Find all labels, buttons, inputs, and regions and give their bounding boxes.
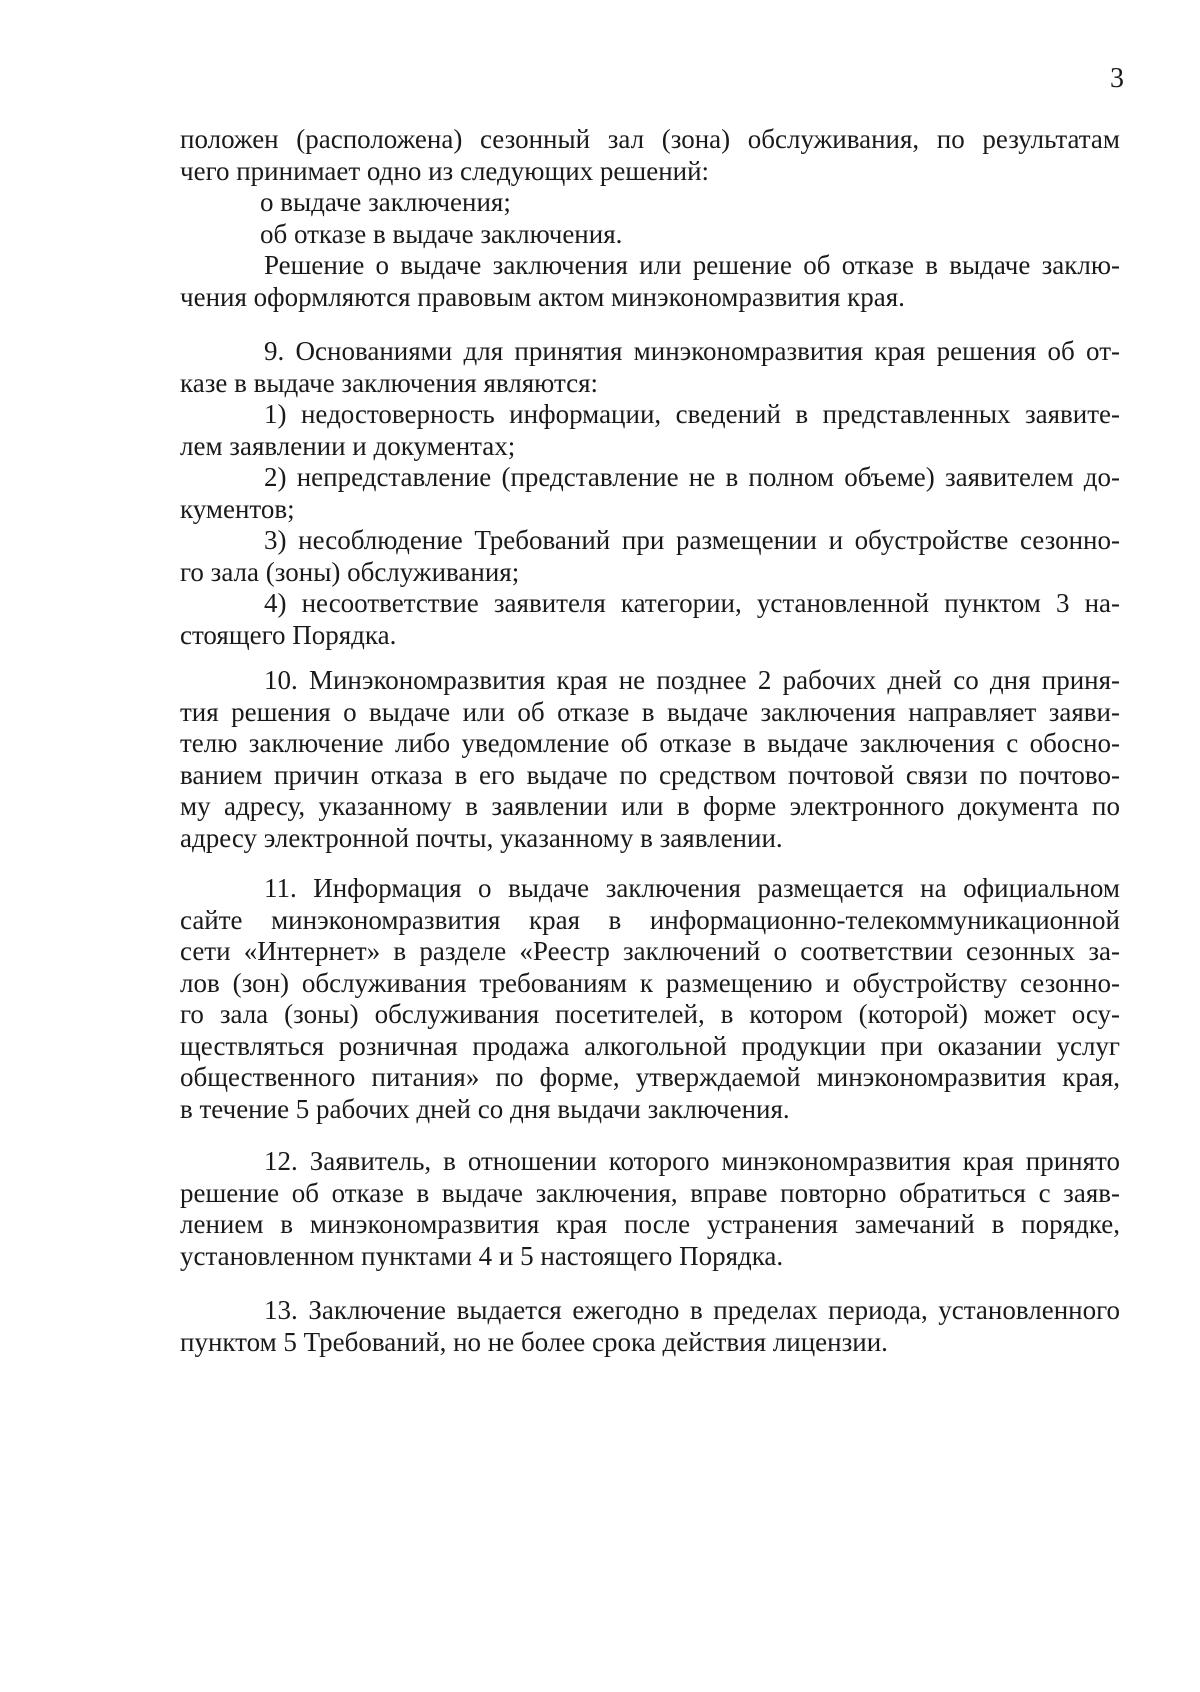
text-line: чения оформляются правовым актом минэкономразвития края. [180, 281, 905, 312]
text-line: 12. Заявитель, в отношении которого минэкономразвития края принято [264, 1146, 1120, 1176]
paragraph-item-13 [180, 1295, 1120, 1358]
text-line: 13. Заключение выдается ежегодно в пределах периода, установленного [264, 1295, 1120, 1325]
text-line: 3) несоблюдение Требований при размещении и обустройстве сезонно- [264, 525, 1120, 555]
text-line: лов (зон) обслуживания требованиям к размещению и обустройству сезонно- [180, 967, 1120, 998]
text-line: решение об отказе в выдаче заключения, вправе повторно обратиться с заяв- [180, 1177, 1120, 1208]
text-line: го зала (зоны) обслуживания посетителей, в котором (которой) может осу- [180, 999, 1120, 1029]
text-line: стоящего Порядка. [180, 619, 397, 650]
text-line: сети «Интернет» в разделе «Реестр заключений о соответствии сезонных за- [180, 936, 1120, 966]
text-line: о выдаче заключения; [260, 187, 511, 217]
text-line: чего принимает одно из следующих решений: [180, 155, 710, 186]
text-line: положен (расположена) сезонный зал (зона) обслуживания, по результатам [180, 124, 1120, 154]
text-line: 4) несоответствие заявителя категории, установленной пунктом 3 на- [264, 588, 1120, 618]
text-line: Решение о выдаче заключения или решение об отказе в выдаче заклю- [264, 250, 1120, 280]
text-line: адресу электронной почты, указанному в заявлении. [180, 822, 783, 853]
paragraph-intro [180, 124, 1120, 313]
text-line: установленном пунктами 4 и 5 настоящего Порядка. [180, 1240, 784, 1271]
text-line: лем заявлении и документах; [180, 430, 516, 461]
paragraph-item-9 [180, 336, 1120, 651]
text-line: ванием причин отказа в его выдаче по средством почтовой связи по почтово- [180, 759, 1120, 790]
text-line: сайте минэкономразвития края в информационно-телекоммуникационной [180, 904, 1120, 935]
paragraph-item-12 [180, 1146, 1120, 1272]
text-line: пунктом 5 Требований, но не более срока действия лицензии. [180, 1326, 888, 1357]
text-line: общественного питания» по форме, утверждаемой минэкономразвития края, [180, 1062, 1120, 1092]
text-line: тия решения о выдаче или об отказе в выдаче заключения направляет заяви- [180, 696, 1120, 727]
page-number: 3 [1110, 63, 1124, 94]
text-line: казе в выдаче заключения являются: [180, 367, 598, 398]
text-line: 1) недостоверность информации, сведений в представленных заявите- [264, 399, 1120, 429]
text-line: ществляться розничная продажа алкогольной продукции при оказании услуг [180, 1030, 1120, 1061]
text-line: 2) непредставление (представление не в полном объеме) заявителем до- [264, 462, 1120, 492]
text-line: кументов; [180, 493, 295, 524]
text-line: 10. Минэкономразвития края не позднее 2 рабочих дней со дня приня- [264, 665, 1120, 695]
paragraph-item-11 [180, 873, 1120, 1125]
text-line: 11. Информация о выдаче заключения размещается на официальном [264, 873, 1120, 903]
text-line: телю заключение либо уведомление об отказе в выдаче заключения с обосно- [180, 728, 1120, 758]
text-line: 9. Основаниями для принятия минэкономразвития края решения об от- [264, 336, 1120, 366]
paragraph-item-10 [180, 665, 1120, 854]
text-line: му адресу, указанному в заявлении или в форме электронного документа по [180, 791, 1120, 821]
text-line: го зала (зоны) обслуживания; [180, 556, 520, 587]
text-line: в течение 5 рабочих дней со дня выдачи заключения. [180, 1093, 790, 1124]
text-line: лением в минэкономразвития края после устранения замечаний в порядке, [180, 1209, 1120, 1239]
text-line: об отказе в выдаче заключения. [260, 218, 623, 249]
